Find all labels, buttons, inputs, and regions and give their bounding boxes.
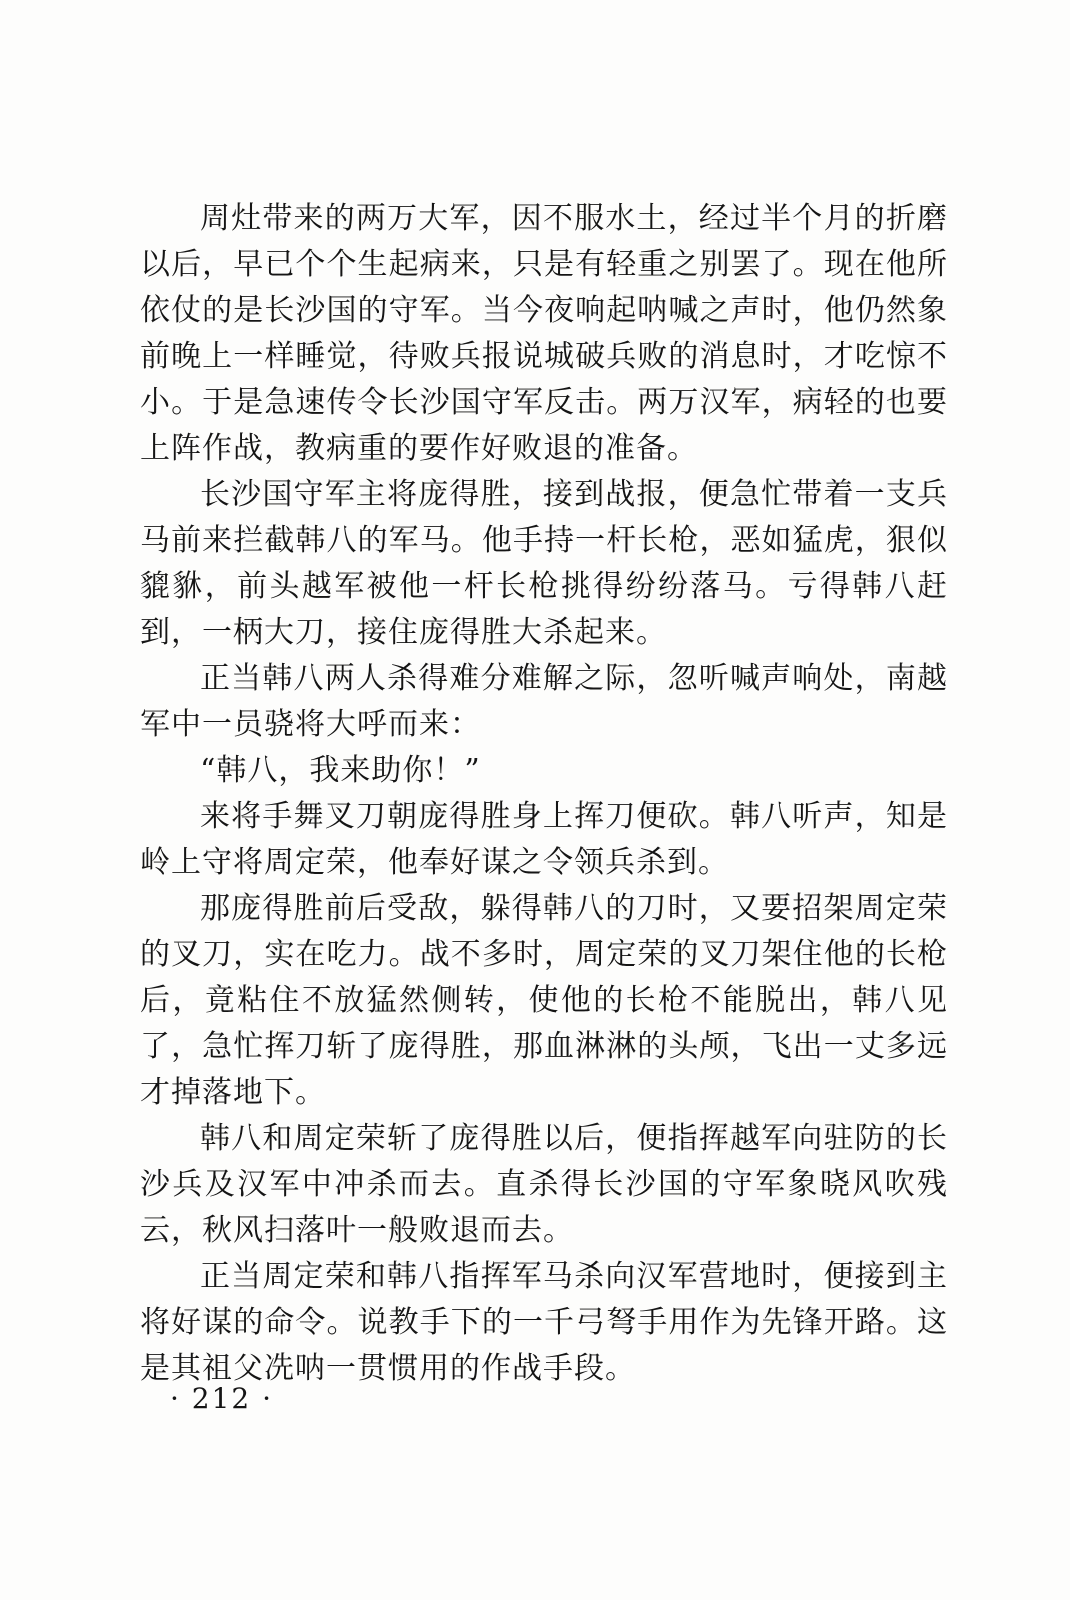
paragraph: 来将手舞叉刀朝庞得胜身上挥刀便砍。韩八听声，知是岭上守将周定荣，他奉好谋之令领兵杀到。 [140, 799, 948, 880]
paragraph-quote: “韩八，我来助你！” [200, 753, 481, 788]
body-text [140, 196, 948, 1392]
paragraph: 正当韩八两人杀得难分难解之际，忽听喊声响处，南越军中一员骁将大呼而来： [140, 661, 948, 742]
paragraph: 韩八和周定荣斩了庞得胜以后，便指挥越军向驻防的长沙兵及汉军中冲杀而去。直杀得长沙国的守军象晓风吹残云，秋风扫落叶一般败退而去。 [140, 1121, 948, 1248]
paragraph: 正当周定荣和韩八指挥军马杀向汉军营地时，便接到主将好谋的命令。说教手下的一千弓弩手用作为先锋开路。这是其祖父冼呐一贯惯用的作战手段。 [140, 1259, 948, 1386]
paragraph: 长沙国守军主将庞得胜，接到战报，便急忙带着一支兵马前来拦截韩八的军马。他手持一杆长枪，恶如猛虎，狠似貔貅，前头越军被他一杆长枪挑得纷纷落马。亏得韩八赶到，一柄大刀，接住庞得胜大杀起来。 [140, 477, 948, 650]
paragraph: 那庞得胜前后受敌，躲得韩八的刀时，又要招架周定荣的叉刀，实在吃力。战不多时，周定荣的叉刀架住他的长枪后，竟粘住不放猛然侧转，使他的长枪不能脱出，韩八见了，急忙挥刀斩了庞得胜，那血淋淋的头颅，飞出一丈多远才掉落地下。 [140, 891, 948, 1110]
page-number: · 212 · [170, 1382, 274, 1415]
paragraph: 周灶带来的两万大军，因不服水土，经过半个月的折磨以后，早已个个生起病来，只是有轻重之别罢了。现在他所依仗的是长沙国的守军。当今夜响起呐喊之声时，他仍然象前晚上一样睡觉，待败兵报说城破兵败的消息时，才吃惊不小。于是急速传令长沙国守军反击。两万汉军，病轻的也要上阵作战，教病重的要作好败退的准备。 [140, 201, 948, 466]
